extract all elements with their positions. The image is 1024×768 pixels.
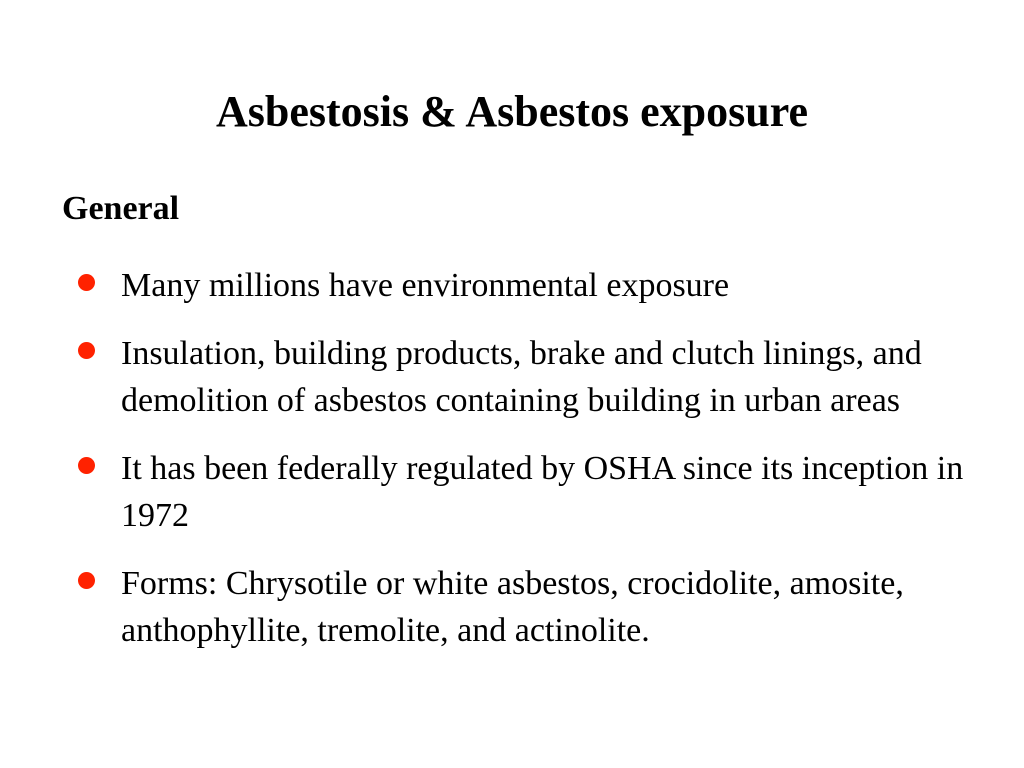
bullet-item <box>0 262 1024 309</box>
bullet-text: Many millions have environmental exposure <box>121 267 730 304</box>
bullet-dot-icon <box>78 274 95 291</box>
bullet-item <box>0 560 1024 654</box>
bullet-item <box>0 445 1024 539</box>
slide-title: Asbestosis & Asbestos exposure <box>215 87 809 136</box>
bullet-dot-icon <box>78 342 95 359</box>
bullet-list <box>0 262 1024 675</box>
section-heading: General <box>62 190 180 227</box>
bullet-dot-icon <box>78 572 95 589</box>
bullet-text: Forms: Chrysotile or white asbestos, crocidolite, amosite, anthophyllite, tremolite, and actinolite. <box>121 565 904 649</box>
bullet-text: It has been federally regulated by OSHA since its inception in 1972 <box>121 450 964 534</box>
bullet-text: Insulation, building products, brake and clutch linings, and demolition of asbestos containing building in urban areas <box>121 335 922 419</box>
bullet-item <box>0 330 1024 424</box>
bullet-dot-icon <box>78 457 95 474</box>
